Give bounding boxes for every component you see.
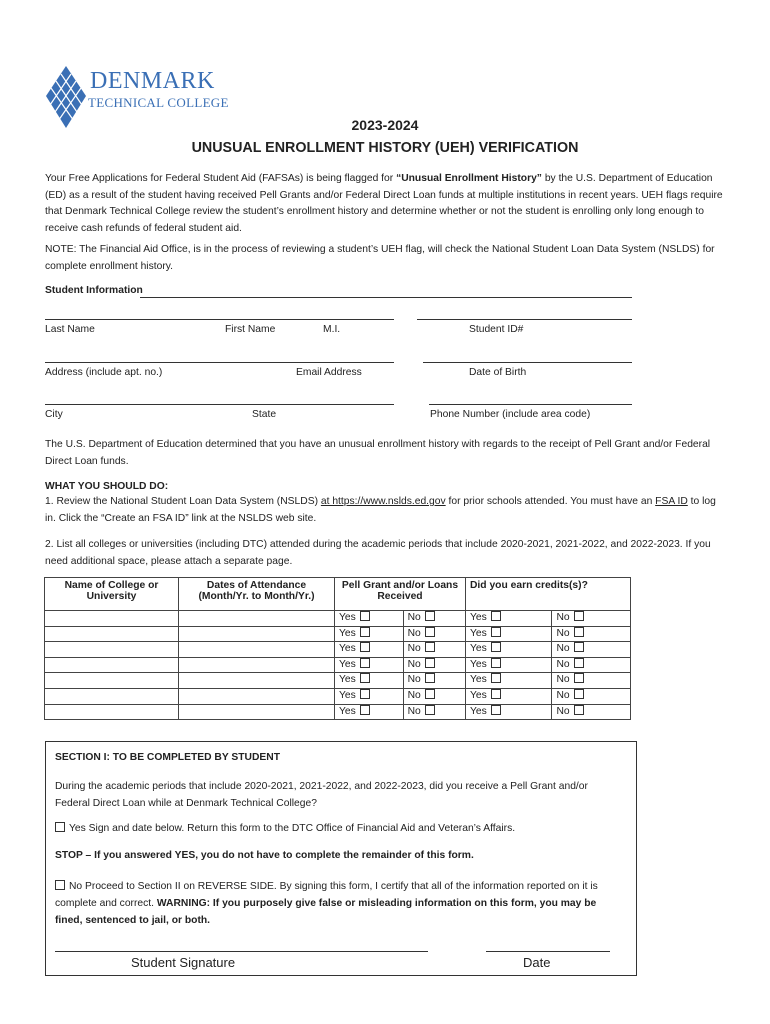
yes-label: Yes — [470, 689, 487, 701]
table-row — [45, 688, 631, 704]
no-checkbox[interactable] — [425, 611, 435, 621]
yes-label: Yes — [339, 643, 356, 655]
no-label: No — [407, 705, 421, 717]
stop-notice: STOP – If you answered YES, you do not have to complete the remainder of this form. — [55, 850, 474, 861]
step-2: 2. List all colleges or universities (including DTC) attended during the academic periods that include 2020-2021, 2021-2022, and 2022-2023. If you need additional space, please attach a separate page. — [45, 539, 711, 567]
yes-label: Yes — [470, 612, 487, 623]
dob-label: Date of Birth — [469, 367, 527, 378]
college-cell[interactable] — [45, 704, 179, 720]
no-checkbox[interactable] — [55, 880, 65, 890]
yes-option: Yes Sign and date below. Return this form to the DTC Office of Financial Aid and Veteran’s Affairs. — [55, 822, 515, 834]
form-year: 2023-2024 — [351, 117, 419, 133]
college-cell[interactable] — [45, 688, 179, 704]
pell-no-cell[interactable] — [403, 688, 465, 704]
student-id-label: Student ID# — [469, 324, 524, 335]
college-cell[interactable] — [45, 642, 179, 658]
pell-no-cell[interactable] — [403, 626, 465, 642]
credits-no-cell[interactable] — [552, 673, 631, 689]
note-paragraph: NOTE: The Financial Aid Office, is in the process of reviewing a student’s UEH flag, will check the National Student Loan Data System (NSLDS) for complete enrollment history. — [45, 244, 715, 272]
no-checkbox[interactable] — [425, 627, 435, 637]
yes-label: Yes — [470, 643, 487, 655]
yes-checkbox[interactable] — [491, 689, 501, 699]
credits-yes-cell[interactable] — [466, 611, 552, 627]
yes-checkbox[interactable] — [491, 673, 501, 683]
student-info-heading: Student Information — [45, 285, 143, 296]
yes-checkbox[interactable] — [360, 611, 370, 621]
yes-label: Yes — [470, 705, 487, 717]
pell-no-cell[interactable] — [403, 611, 465, 627]
no-checkbox[interactable] — [574, 658, 584, 668]
no-checkbox[interactable] — [425, 689, 435, 699]
no-label: No — [556, 705, 570, 717]
no-label: No — [407, 612, 421, 623]
no-label: No — [407, 658, 421, 670]
dates-cell[interactable] — [179, 704, 335, 720]
yes-checkbox[interactable] — [491, 658, 501, 668]
yes-checkbox[interactable] — [360, 658, 370, 668]
col-credits-header: Did you earn credits(s)? — [466, 578, 631, 611]
no-checkbox[interactable] — [574, 611, 584, 621]
yes-checkbox[interactable] — [55, 822, 65, 832]
yes-checkbox[interactable] — [491, 642, 501, 652]
yes-checkbox[interactable] — [360, 673, 370, 683]
no-checkbox[interactable] — [574, 673, 584, 683]
yes-label: Yes — [339, 689, 356, 701]
yes-checkbox[interactable] — [491, 705, 501, 715]
mi-label: M.I. — [323, 324, 341, 335]
table-row — [45, 657, 631, 673]
no-label: No — [407, 674, 421, 686]
dates-cell[interactable] — [179, 673, 335, 689]
credits-no-cell[interactable] — [552, 657, 631, 673]
attendance-table — [44, 577, 631, 720]
step-1: 1. Review the National Student Loan Data System (NSLDS) at https://www.nslds.ed.gov for prior schools attended. You must have an FSA ID to log in. Click the “Create an FSA ID” link at the NSLDS web site. — [45, 496, 716, 524]
dates-cell[interactable] — [179, 626, 335, 642]
logo-subtitle: TECHNICAL COLLEGE — [88, 95, 229, 110]
pell-yes-cell[interactable] — [335, 688, 404, 704]
table-row — [45, 626, 631, 642]
heading-rule — [140, 297, 632, 298]
table-row — [45, 611, 631, 627]
intro-paragraph: Your Free Applications for Federal Student Aid (FAFSAs) is being flagged for “Unusual Enrollment History” by the U.S. Department of Education (ED) as a result of the student having received Pell Grants and/or Federal Direct Loan funds at multiple institutions in recent years. UEH flags require that Denmark Technical College review the student’s enrollment history and determine whether or not the student is enrolling only long enough to receive cash refunds of federal student aid. — [45, 173, 723, 235]
no-option: No Proceed to Section II on REVERSE SIDE. By signing this form, I certify that all of the information reported on it is complete and correct. WARNING: If you purposely give false or misleading information on this form, you may be fined, sentenced to jail, or both. — [55, 881, 598, 926]
dates-cell[interactable] — [179, 688, 335, 704]
section-1-heading: SECTION I: TO BE COMPLETED BY STUDENT — [55, 752, 281, 763]
no-label: No — [407, 689, 421, 701]
date-label: Date — [523, 955, 551, 970]
college-cell[interactable] — [45, 611, 179, 627]
pell-no-cell[interactable] — [403, 704, 465, 720]
col-pell-header: Pell Grant and/or Loans Received — [335, 578, 466, 611]
yes-label: Yes — [470, 658, 487, 670]
student-id-line[interactable] — [417, 319, 632, 320]
no-checkbox[interactable] — [574, 689, 584, 699]
pell-no-cell[interactable] — [403, 673, 465, 689]
credits-no-cell[interactable] — [552, 642, 631, 658]
credits-yes-cell[interactable] — [466, 673, 552, 689]
no-label: No — [556, 643, 570, 655]
form-title: UNUSUAL ENROLLMENT HISTORY (UEH) VERIFICATION — [191, 140, 579, 156]
yes-label: Yes — [339, 674, 356, 686]
yes-checkbox[interactable] — [491, 611, 501, 621]
credits-yes-cell[interactable] — [466, 704, 552, 720]
pell-yes-cell[interactable] — [335, 704, 404, 720]
dates-cell[interactable] — [179, 642, 335, 658]
no-checkbox[interactable] — [425, 658, 435, 668]
credits-yes-cell[interactable] — [466, 642, 552, 658]
yes-label: Yes — [339, 612, 356, 623]
name-line[interactable] — [45, 319, 394, 320]
nslds-link[interactable]: at https://www.nslds.ed.gov — [320, 496, 446, 507]
phone-label: Phone Number (include area code) — [430, 409, 591, 420]
no-checkbox[interactable] — [574, 642, 584, 652]
no-checkbox[interactable] — [574, 627, 584, 637]
no-checkbox[interactable] — [425, 673, 435, 683]
college-cell[interactable] — [45, 673, 179, 689]
pell-yes-cell[interactable] — [335, 673, 404, 689]
fsa-id-link[interactable]: FSA ID — [655, 496, 688, 507]
dates-cell[interactable] — [179, 657, 335, 673]
credits-no-cell[interactable] — [552, 704, 631, 720]
determination-paragraph: The U.S. Department of Education determined that you have an unusual enrollment history with regards to the receipt of Pell Grant and/or Federal Direct Loan funds. — [45, 439, 711, 467]
pell-yes-cell[interactable] — [335, 611, 404, 627]
address-line[interactable] — [45, 362, 394, 363]
credits-yes-cell[interactable] — [466, 657, 552, 673]
state-label: State — [252, 409, 277, 420]
city-line[interactable] — [45, 404, 394, 405]
credits-no-cell[interactable] — [552, 611, 631, 627]
section-1-question: During the academic periods that include 2020-2021, 2021-2022, and 2022-2023, did you receive a Pell Grant and/or Federal Direct Loan while at Denmark Technical College? — [55, 781, 588, 809]
logo-wordmark: DENMARK — [90, 68, 215, 94]
pell-no-cell[interactable] — [403, 642, 465, 658]
phone-line[interactable] — [429, 404, 632, 405]
no-label: No — [556, 689, 570, 701]
college-cell[interactable] — [45, 626, 179, 642]
no-label: No — [556, 674, 570, 686]
yes-label: Yes — [470, 627, 487, 639]
email-label: Email Address — [296, 367, 362, 378]
no-label: No — [556, 627, 570, 639]
credits-yes-cell[interactable] — [466, 688, 552, 704]
yes-label: Yes — [339, 705, 356, 717]
no-label: No — [407, 627, 421, 639]
dates-cell[interactable] — [179, 611, 335, 627]
address-label: Address (include apt. no.) — [45, 367, 163, 378]
yes-checkbox[interactable] — [360, 705, 370, 715]
yes-label: Yes — [470, 674, 487, 686]
yes-checkbox[interactable] — [491, 627, 501, 637]
credits-yes-cell[interactable] — [466, 626, 552, 642]
city-label: City — [45, 409, 63, 420]
table-header-row — [45, 578, 631, 611]
no-label: No — [556, 612, 570, 623]
pell-no-cell[interactable] — [403, 657, 465, 673]
yes-label: Yes — [339, 658, 356, 670]
yes-label: Yes — [339, 627, 356, 639]
no-checkbox[interactable] — [425, 642, 435, 652]
signature-label: Student Signature — [131, 955, 236, 970]
yes-checkbox[interactable] — [360, 642, 370, 652]
college-cell[interactable] — [45, 657, 179, 673]
table-row — [45, 642, 631, 658]
table-row — [45, 704, 631, 720]
last-name-label: Last Name — [45, 324, 95, 335]
col-college-header: Name of College or University — [45, 578, 179, 611]
pell-yes-cell[interactable] — [335, 642, 404, 658]
pell-yes-cell[interactable] — [335, 657, 404, 673]
no-label: No — [407, 643, 421, 655]
no-checkbox[interactable] — [574, 705, 584, 715]
what-to-do-heading: WHAT YOU SHOULD DO: — [45, 481, 169, 492]
pell-yes-cell[interactable] — [335, 626, 404, 642]
no-label: No — [556, 658, 570, 670]
yes-checkbox[interactable] — [360, 627, 370, 637]
first-name-label: First Name — [225, 324, 276, 335]
credits-no-cell[interactable] — [552, 688, 631, 704]
yes-checkbox[interactable] — [360, 689, 370, 699]
credits-no-cell[interactable] — [552, 626, 631, 642]
col-dates-header: Dates of Attendance (Month/Yr. to Month/Yr.) — [179, 578, 335, 611]
dob-line[interactable] — [423, 362, 632, 363]
no-checkbox[interactable] — [425, 705, 435, 715]
table-row — [45, 673, 631, 689]
signature-line[interactable] — [55, 951, 428, 952]
date-line[interactable] — [486, 951, 610, 952]
